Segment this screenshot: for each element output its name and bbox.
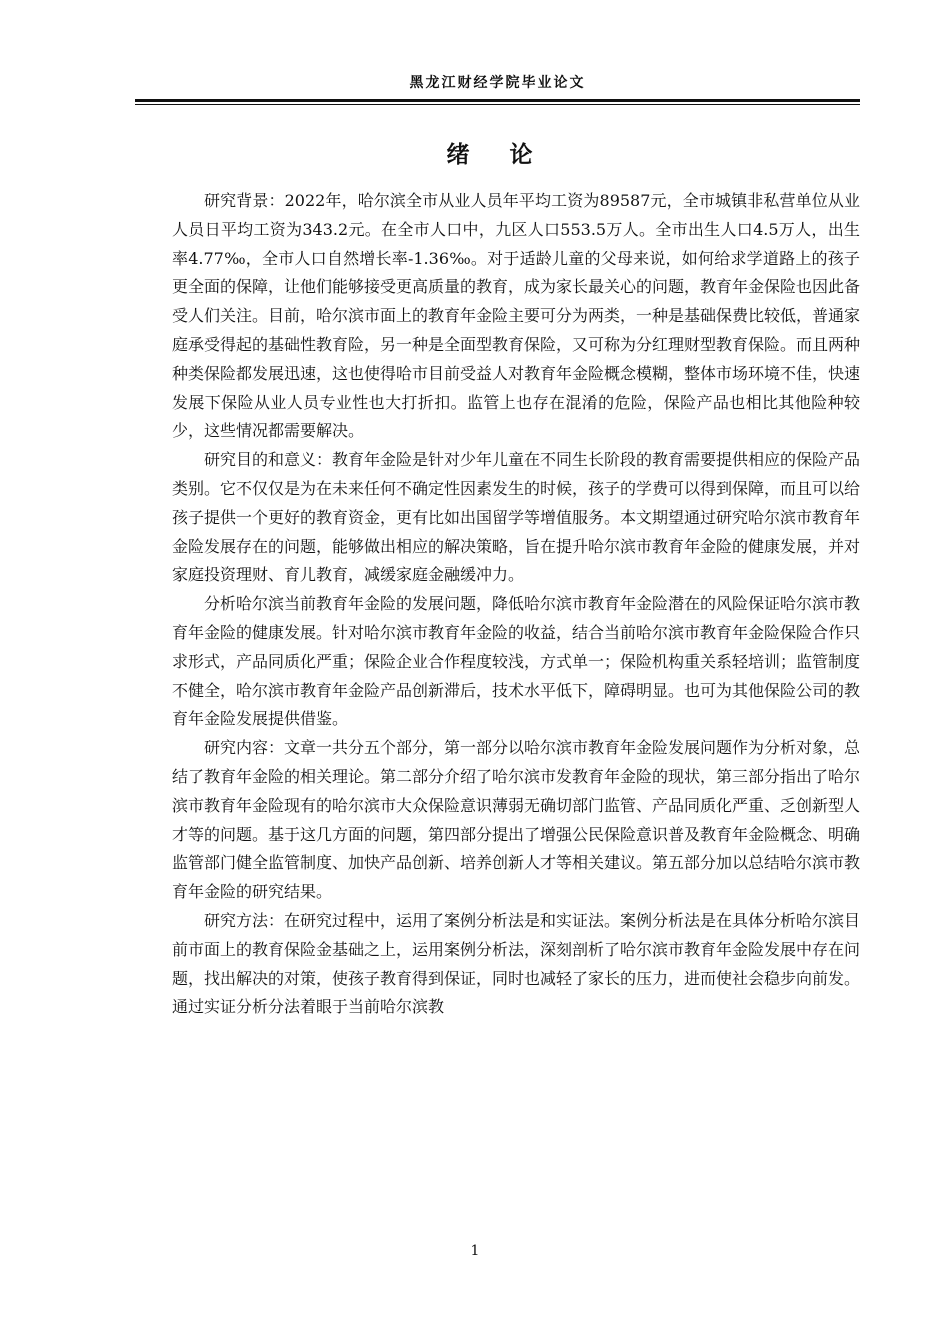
- running-header: 黑龙江财经学院毕业论文: [409, 75, 586, 91]
- paragraph-research-content: 研究内容：文章一共分五个部分，第一部分以哈尔滨市教育年金险发展问题作为分析对象，总结了教育年金险的相关理论。第二部分介绍了哈尔滨市发教育年金险的现状，第三部分指出了哈尔滨市教育年金险现有的哈尔滨市大众保险意识薄弱无确切部门监管、产品同质化严重、乏创新型人才等的问题。基于这几方面的问题，第四部分提出了增强公民保险意识普及教育年金险概念、明确监管部门健全监管制度、加快产品创新、培养创新人才等相关建议。第五部分加以总结哈尔滨市教育年金险的研究结果。: [172, 738, 861, 902]
- paragraph-research-purpose: 研究目的和意义：教育年金险是针对少年儿童在不同生长阶段的教育需要提供相应的保险产品类别。它不仅仅是为在未来任何不确定性因素发生的时候，孩子的学费可以得到保障，而且可以给孩子提供一个更好的教育资金，更有比如出国留学等增值服务。本文期望通过研究哈尔滨市教育年金险发展存在的问题，能够做出相应的解决策略，旨在提升哈尔滨市教育年金险的健康发展，并对家庭投资理财、育儿教育，减缓家庭金融缓冲力。: [172, 450, 861, 585]
- paragraph-research-method: 研究方法：在研究过程中，运用了案例分析法是和实证法。案例分析法是在具体分析哈尔滨目前市面上的教育保险金基础之上，运用案例分析法，深刻剖析了哈尔滨市教育年金险发展中存在问题，找出解决的对策，使孩子教育得到保证，同时也减轻了家长的压力，进而使社会稳步向前发。通过实证分析分法着眼于当前哈尔滨教: [172, 910, 861, 1017]
- body-text: [172, 187, 860, 1022]
- page-number: 1: [470, 1243, 480, 1259]
- chapter-title: 绪 论: [446, 142, 549, 168]
- paragraph-research-background: 研究背景：2022年，哈尔滨全市从业人员年平均工资为89587元，全市城镇非私营单位从业人员日平均工资为343.2元。在全市人口中，九区人口553.5万人。全市出生人口4.5万人，出生率4.77‰，全市人口自然增长率-1.36‰。对于适龄儿童的父母来说，如何给求学道路上的孩子更全面的保障，让他们能够接受更高质量的教育，成为家长最关心的问题，教育年金保险也因此备受人们关注。目前，哈尔滨市面上的教育年金险主要可分为两类，一种是基础保费比较低，普通家庭承受得起的基础性教育险，另一种是全面型教育保险，又可称为分红理财型教育保险。而且两种种类保险都发展迅速，这也使得哈市目前受益人对教育年金险概念模糊，整体市场环境不佳，快速发展下保险从业人员专业性也大打折扣。监管上也存在混淆的危险，保险产品也相比其他险种较少，这些情况都需要解决。: [172, 191, 861, 441]
- header-rule-thin: [135, 104, 860, 105]
- header-rule-thick: [135, 99, 860, 102]
- paragraph-problem-analysis: 分析哈尔滨当前教育年金险的发展问题，降低哈尔滨市教育年金险潜在的风险保证哈尔滨市教育年金险的健康发展。针对哈尔滨市教育年金险的收益，结合当前哈尔滨市教育年金险保险合作只求形式，产品同质化严重；保险企业合作程度较浅，方式单一；保险机构重关系轻培训；监管制度不健全，哈尔滨市教育年金险产品创新滞后，技术水平低下，障碍明显。也可为其他保险公司的教育年金险发展提供借鉴。: [172, 594, 861, 729]
